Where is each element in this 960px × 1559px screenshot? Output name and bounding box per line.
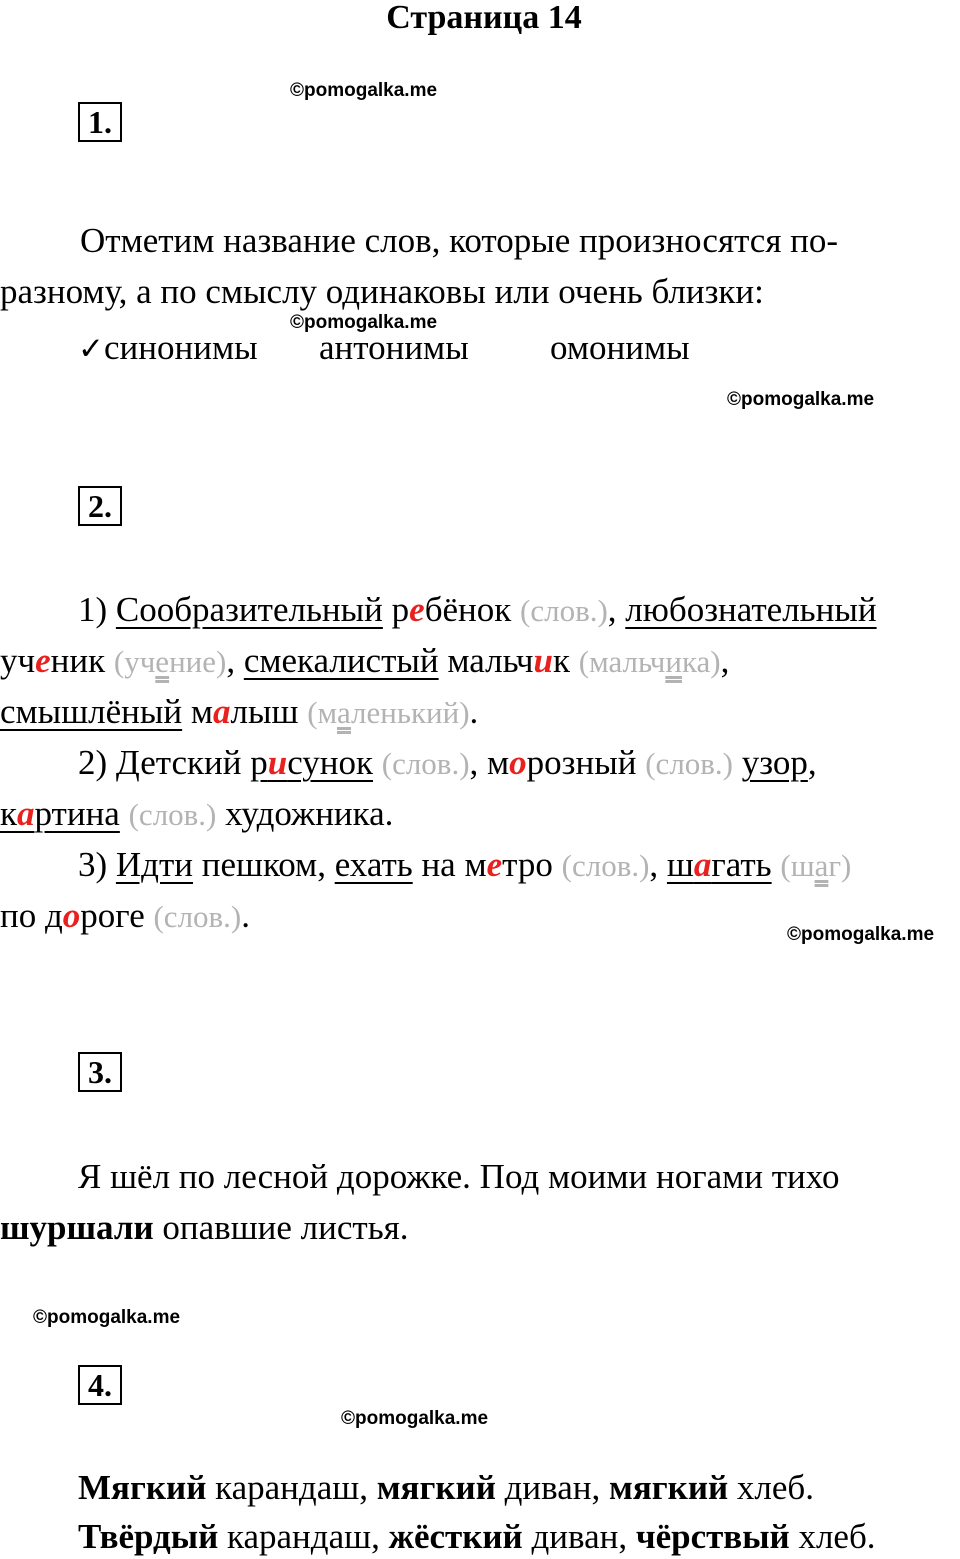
option-homonyms: омонимы [550,328,690,367]
task-number: 1. [78,102,122,142]
text-line: смышлёный малыш (маленький). [0,692,479,731]
answer-options [78,326,960,371]
watermark: ©pomogalka.me [290,312,438,333]
option-synonyms: синонимы [103,328,258,367]
text-line: Мягкий карандаш, мягкий диван, мягкий хлеб. [78,1468,814,1507]
option-antonyms: антонимы [319,328,469,367]
text-line: Я шёл по лесной дорожке. Под моими ногами тихо [78,1157,840,1196]
text-line: картина (слов.) художника. [0,794,394,833]
text-line: 2) Детский рисунок (слов.), морозный (слов.) узор, [78,743,817,782]
text-line: 3) Идти пешком, ехать на метро (слов.), шагать (шаг) [78,845,852,884]
watermark: ©pomogalka.me [290,80,438,101]
text-line: ученик (учение), смекалистый мальчик (мальчика), [0,641,730,680]
watermark: ©pomogalka.me [727,389,875,410]
task-text: Отметим название слов, которые произносятся по- [80,221,839,260]
watermark: ©pomogalka.me [33,1307,181,1328]
watermark: ©pomogalka.me [787,924,935,945]
text-line: шуршали опавшие листья. [0,1208,409,1247]
task-number: 3. [78,1052,122,1092]
page-title: Страница 14 [386,0,582,36]
task-number: 4. [78,1365,122,1405]
task-text: разному, а по смыслу одинаковы или очень близки: [0,272,764,311]
text-line: 1) Сообразительный ребёнок (слов.), любознательный [78,590,877,629]
checkmark-icon: ✓ [78,331,104,367]
watermark: ©pomogalka.me [341,1408,489,1429]
task-number: 2. [78,486,122,526]
text-line: Твёрдый карандаш, жёсткий диван, чёрствый хлеб. [78,1517,876,1556]
text-line: по дороге (слов.). [0,896,250,935]
